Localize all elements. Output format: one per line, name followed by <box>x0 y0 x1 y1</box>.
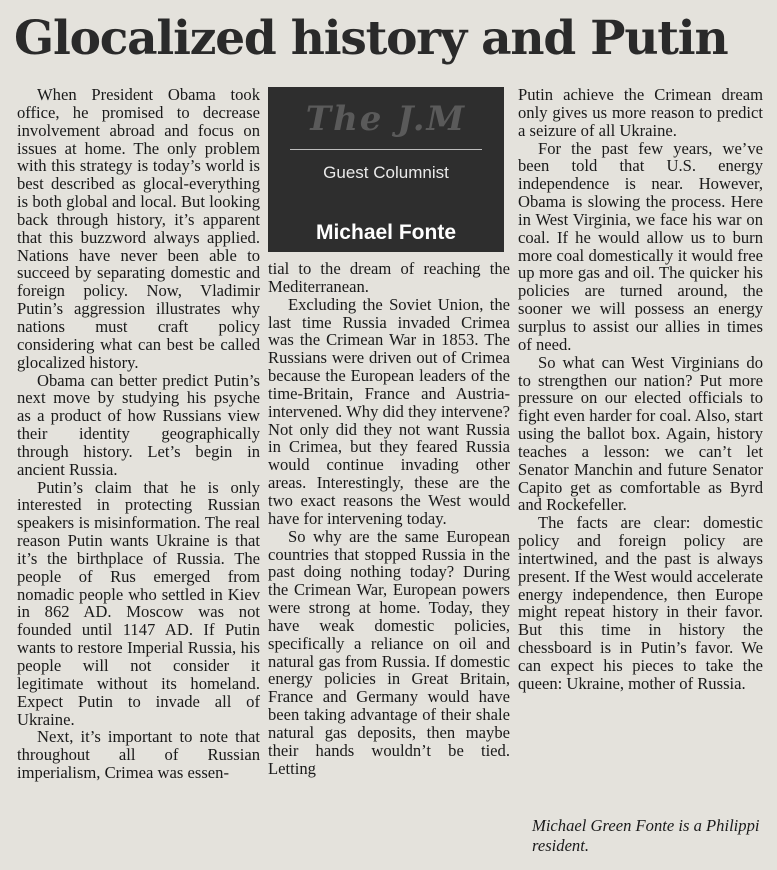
paragraph: tial to the dream of reaching the Mediterranean. <box>268 259 510 296</box>
paragraph: Next, it’s important to note that throughout all of Russian imperialism, Crimea was essen- <box>17 727 260 783</box>
author-credit: Michael Green Fonte is a Philippi resident. <box>532 816 760 855</box>
paragraph: So why are the same European countries that stopped Russia in the past doing nothing today? During the Crimean War, European powers were strong at home. Today, they have weak domestic policies, specifically a reliance on oil and natural gas from Russia. If domestic energy policies in Great Britain, France and Germany would have been taking advantage of their shale natural gas deposits, then maybe their hands wouldn’t be tied. Letting <box>268 526 510 778</box>
paragraph: The facts are clear: domestic policy and foreign policy are intertwined, and the past is always present. If the West would accelerate energy independence, then Europe might repeat history in their favor. But this time in history the chessboard is in Putin’s favor. We can expect his pieces to take the queen: Ukraine, mother of Russia. <box>518 513 763 693</box>
paragraph: For the past few years, we’ve been told that U.S. energy independence is near. However, Obama is slowing the process. Here in West Virginia, we face his war on coal. If he would allow us to burn more coal domestically it would free up more gas and oil. The quicker his policies are turned around, the sooner we will possess an energy surplus to assist our allies in times of need. <box>518 138 763 354</box>
article-column-3 <box>518 86 763 693</box>
divider <box>290 149 482 150</box>
paragraph: So what can West Virginians do to strengthen our nation? Put more pressure on our elected officials to fight even harder for coal. Also, start using the ballot box. Again, history teaches a lesson: we can’t let Senator Manchin and future Senator Capito get as comfortable as Byrd and Rockefeller. <box>518 352 763 515</box>
publication-logo: The J.M <box>305 99 467 139</box>
paragraph: Obama can better predict Putin’s next move by studying his psyche as a product of how Russians view their identity geographically through history. Let’s begin in ancient Russia. <box>17 370 260 479</box>
column-label: Guest Columnist <box>323 163 449 182</box>
guest-columnist-box <box>268 87 504 252</box>
article-column-2 <box>268 260 510 777</box>
paragraph: When President Obama took office, he promised to decrease involvement abroad and focus on issues at home. The only problem with this strategy is today’s world is best described as glocal-everything is both global and local. But looking back through history, it’s apparent that this buzzword always applied. Nations have never been able to succeed by separating domestic and foreign policy. Now, Vladimir Putin’s aggression illustrates why nations must craft policy considering what can best be called glocalized history. <box>17 85 260 372</box>
article-column-1 <box>17 86 260 782</box>
paragraph: Putin achieve the Crimean dream only gives us more reason to predict a seizure of all Ukraine. <box>518 85 763 140</box>
headline: Glocalized history and Putin <box>14 11 728 66</box>
paragraph: Putin’s claim that he is only interested in protecting Russian speakers is misinformation. The real reason Putin wants Ukraine is that it’s the birthplace of Russia. The people of Rus emerged from nomadic people who settled in Kiev in 862 AD. Moscow was not founded until 1147 AD. If Putin wants to restore Imperial Russia, his people will not consider it legitimate without its homeland. Expect Putin to invade all of Ukraine. <box>17 477 260 729</box>
paragraph: Excluding the Soviet Union, the last time Russia invaded Crimea was the Crimean War in 1853. The Russians were driven out of Crimea because the European leaders of the time-Britain, France and Austria-intervened. Why did they intervene? Not only did they not want Russia in Crimea, but they feared Russia would continue invading other areas. Interestingly, these are the two exact reasons the West would have for intervening today. <box>268 294 510 528</box>
columnist-name: Michael Fonte <box>315 221 457 244</box>
